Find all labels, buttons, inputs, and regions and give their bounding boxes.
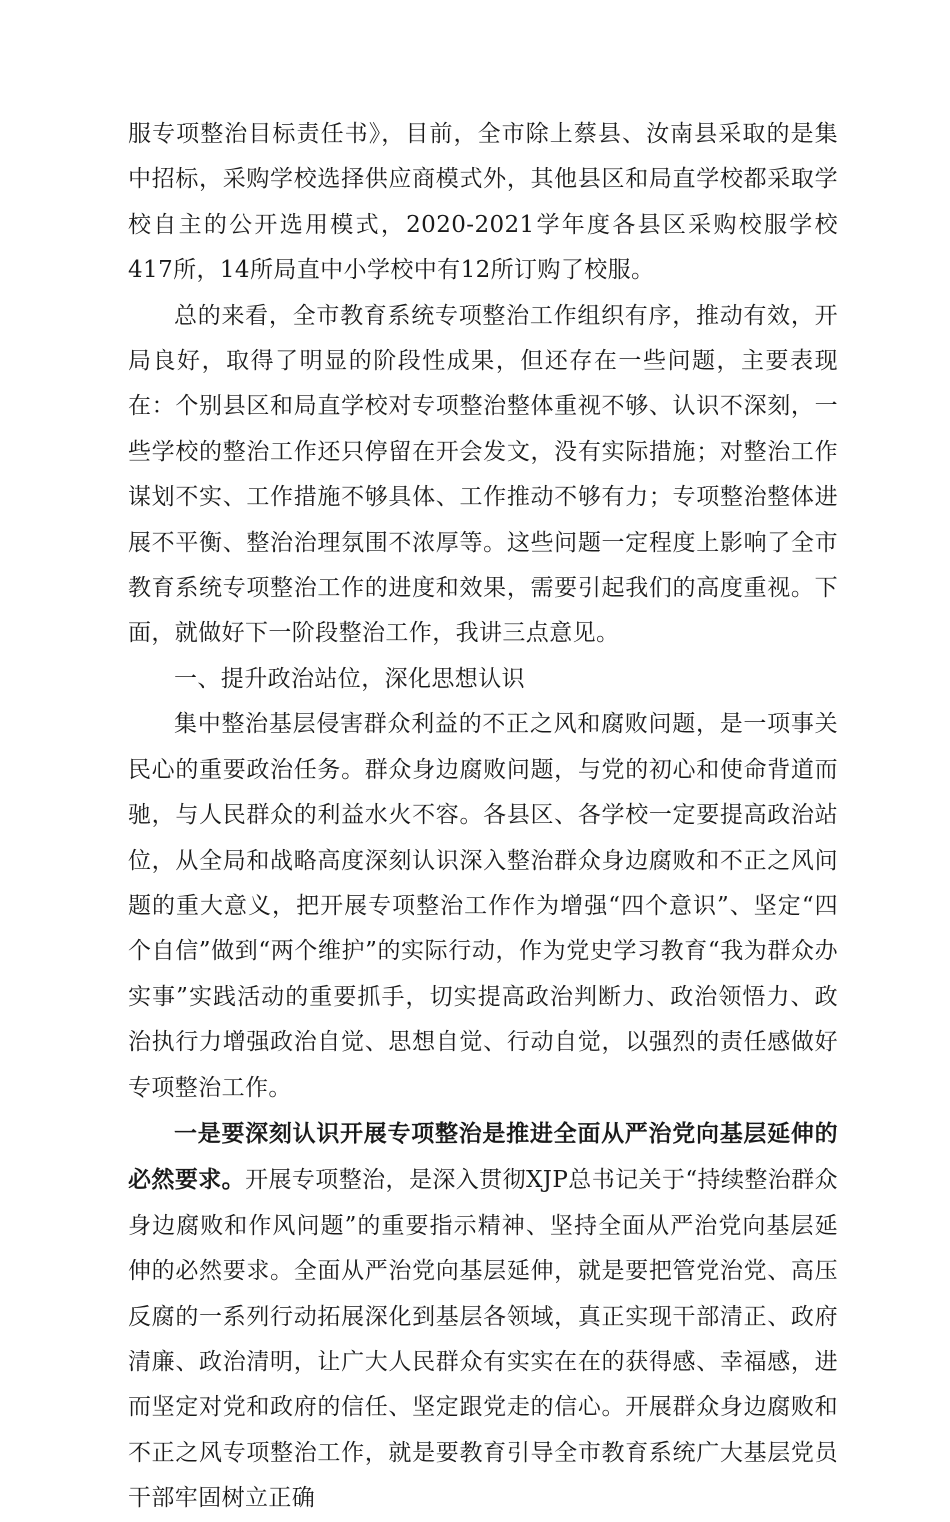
- paragraph-first-point-body: 开展专项整治，是深入贯彻XJP总书记关于“持续整治群众身边腐败和作风问题”的重要指示精神、坚持全面从严治党向基层延伸的必然要求。全面从严治党向基层延伸，就是要把管党治党、高压反腐的一系列行动拓展深化到基层各领域，真正实现干部清正、政府清廉、政治清明，让广大人民群众有实实在在的获得感、幸福感，进而坚定对党和政府的信任、坚定跟党走的信心。开展群众身边腐败和不正之风专项整治工作，就是要教育引导全市教育系统广大基层党员干部牢固树立正确: [128, 1167, 838, 1512]
- bold-lead-sentence: 一是要深刻认识开展专项整治是推进全面从严治党向基层延伸的必然要求。: [128, 1119, 838, 1194]
- paragraph-summary: 总的来看，全市教育系统专项整治工作组织有序，推动有效，开局良好，取得了明显的阶段性成果，但还存在一些问题，主要表现在：个别县区和局直学校对专项整治整体重视不够、认识不深刻，一些学校的整治工作还只停留在开会发文，没有实际措施；对整治工作谋划不实、工作措施不够具体、工作推动不够有力；专项整治整体进展不平衡、整治治理氛围不浓厚等。这些问题一定程度上影响了全市教育系统专项整治工作的进度和效果，需要引起我们的高度重视。下面，就做好下一阶段整治工作，我讲三点意见。: [128, 302, 838, 647]
- document-body: [128, 112, 838, 1522]
- paragraph-first-point: [128, 1111, 838, 1522]
- section-heading: 一、提升政治站位，深化思想认识: [174, 665, 525, 692]
- paragraph-continuation: 服专项整治目标责任书》，目前，全市除上蔡县、汝南县采取的是集中招标，采购学校选择供应商模式外，其他县区和局直学校都采取学校自主的公开选用模式，2020-2021学年度各县区采购校服学校417所，14所局直中小学校中有12所订购了校服。: [128, 121, 838, 284]
- paragraph-political-task: 集中整治基层侵害群众利益的不正之风和腐败问题，是一项事关民心的重要政治任务。群众身边腐败问题，与党的初心和使命背道而驰，与人民群众的利益水火不容。各县区、各学校一定要提高政治站位，从全局和战略高度深刻认识深入整治群众身边腐败和不正之风问题的重大意义，把开展专项整治工作作为增强“四个意识”、坚定“四个自信”做到“两个维护”的实际行动，作为党史学习教育“我为群众办实事”实践活动的重要抓手，切实提高政治判断力、政治领悟力、政治执行力增强政治自觉、思想自觉、行动自觉，以强烈的责任感做好专项整治工作。: [128, 711, 838, 1101]
